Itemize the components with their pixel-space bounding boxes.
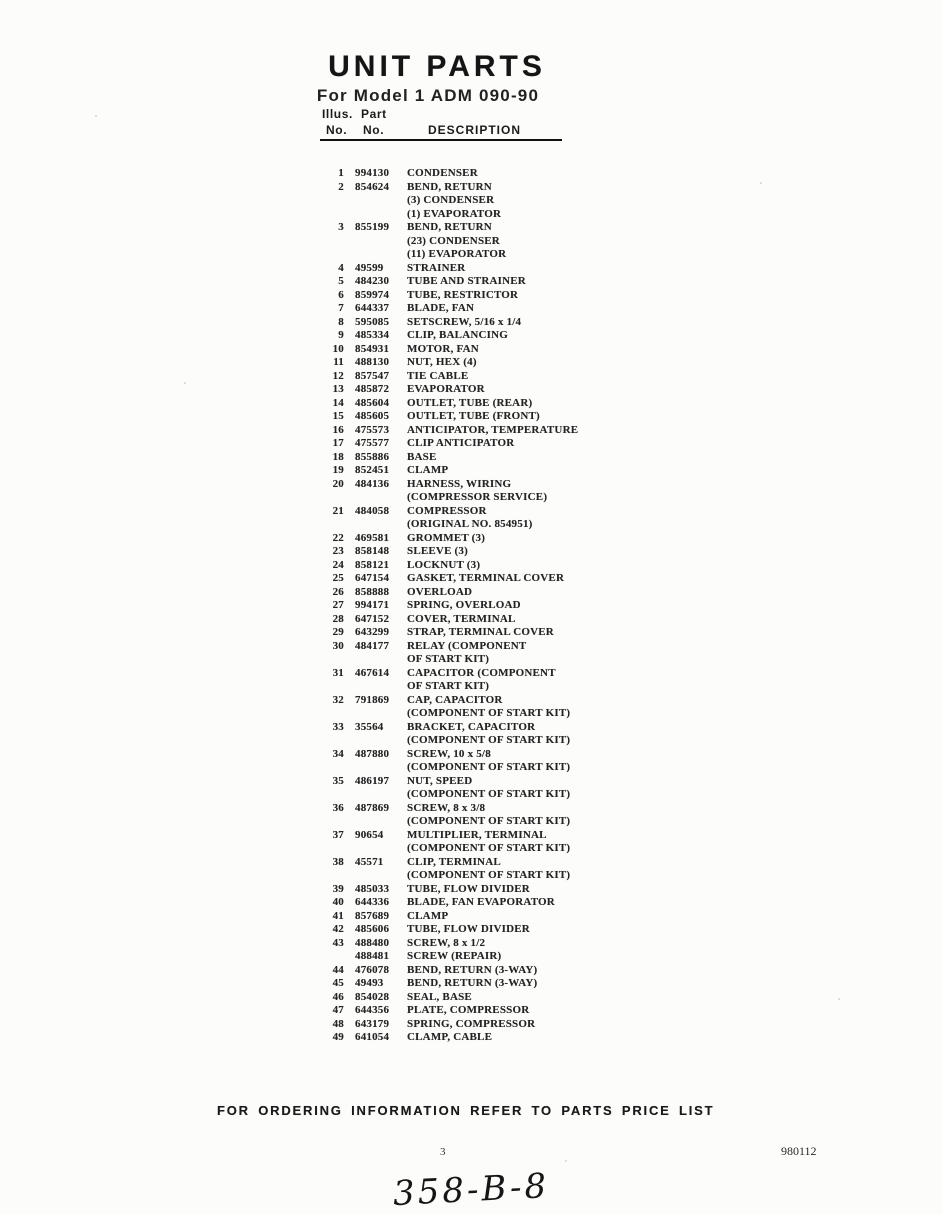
illus-no-cell: 2 bbox=[338, 180, 344, 193]
description-cell: COMPRESSOR bbox=[407, 504, 487, 517]
illus-no-cell: 9 bbox=[338, 329, 344, 341]
part-no-cell: 641054 bbox=[355, 1031, 390, 1043]
description-cell: (1) EVAPORATOR bbox=[407, 207, 502, 220]
part-row bbox=[318, 991, 678, 1005]
part-no-cell: 854624 bbox=[355, 180, 390, 193]
part-row-continuation bbox=[318, 235, 678, 249]
part-no-cell: 855886 bbox=[355, 450, 390, 463]
part-row-continuation bbox=[318, 815, 678, 829]
page-number: 3 bbox=[440, 1146, 446, 1158]
part-row-continuation bbox=[318, 248, 678, 262]
part-no-cell bbox=[355, 869, 407, 883]
part-row bbox=[318, 883, 678, 897]
part-no-cell: 485872 bbox=[355, 383, 390, 395]
part-row bbox=[318, 923, 678, 937]
part-row bbox=[318, 410, 678, 424]
part-row bbox=[318, 748, 678, 762]
description-cell: (ORIGINAL NO. 854951) bbox=[407, 518, 533, 530]
description-cell: (COMPONENT OF START KIT) bbox=[407, 842, 571, 854]
page-title: UNIT PARTS bbox=[328, 50, 546, 83]
part-row bbox=[318, 397, 678, 411]
part-row bbox=[318, 977, 678, 991]
description-cell: GROMMET (3) bbox=[407, 531, 486, 544]
illus-no-cell: 17 bbox=[332, 437, 344, 449]
handwritten-note: 358-B-8 bbox=[392, 1165, 551, 1214]
part-no-cell: 994130 bbox=[355, 167, 390, 179]
part-no-cell: 858121 bbox=[355, 558, 390, 571]
part-no-cell: 35564 bbox=[355, 720, 384, 733]
part-row-continuation bbox=[318, 208, 678, 222]
illus-no-cell: 5 bbox=[338, 275, 344, 287]
illus-no-cell: 14 bbox=[332, 396, 344, 409]
part-no-cell bbox=[355, 842, 407, 856]
description-cell: SCREW (REPAIR) bbox=[407, 950, 502, 962]
description-cell: SPRING, COMPRESSOR bbox=[407, 1017, 536, 1030]
illus-no-cell: 24 bbox=[332, 558, 344, 571]
part-row bbox=[318, 221, 678, 235]
illus-no-cell bbox=[318, 869, 344, 883]
part-no-cell: 484058 bbox=[355, 504, 390, 517]
description-cell: NUT, SPEED bbox=[407, 774, 473, 787]
part-no-cell: 485605 bbox=[355, 410, 390, 422]
illus-no-cell: 47 bbox=[332, 1004, 344, 1016]
description-cell: (COMPONENT OF START KIT) bbox=[407, 734, 571, 746]
part-row bbox=[318, 370, 678, 384]
description-cell: NUT, HEX (4) bbox=[407, 356, 477, 368]
illus-no-cell bbox=[318, 815, 344, 829]
illus-no-cell bbox=[318, 235, 344, 249]
part-no-cell: 488480 bbox=[355, 936, 390, 949]
description-cell: COVER, TERMINAL bbox=[407, 612, 516, 625]
illus-no-cell: 46 bbox=[332, 990, 344, 1003]
description-cell: (COMPONENT OF START KIT) bbox=[407, 869, 571, 881]
part-no-cell: 647152 bbox=[355, 612, 390, 625]
part-no-cell: 49493 bbox=[355, 977, 384, 989]
illus-no-cell: 28 bbox=[332, 612, 344, 625]
part-no-cell: 486197 bbox=[355, 774, 390, 787]
part-no-cell: 855199 bbox=[355, 221, 390, 233]
part-no-cell: 854028 bbox=[355, 990, 390, 1003]
part-row bbox=[318, 572, 678, 586]
part-no-cell bbox=[355, 194, 407, 208]
illus-no-cell: 1 bbox=[338, 167, 344, 179]
description-cell: CONDENSER bbox=[407, 167, 478, 179]
description-cell: (23) CONDENSER bbox=[407, 234, 500, 247]
part-no-cell: 484230 bbox=[355, 275, 390, 287]
part-no-cell: 485033 bbox=[355, 882, 390, 895]
illus-no-cell: 27 bbox=[332, 599, 344, 611]
description-cell: OUTLET, TUBE (FRONT) bbox=[407, 410, 540, 422]
illus-no-cell: 35 bbox=[332, 774, 344, 787]
part-row bbox=[318, 599, 678, 613]
part-no-cell: 644356 bbox=[355, 1004, 390, 1016]
part-row bbox=[318, 586, 678, 600]
part-no-cell: 467614 bbox=[355, 666, 390, 679]
description-cell: SCREW, 8 x 3/8 bbox=[407, 801, 486, 814]
illus-no-cell: 32 bbox=[332, 693, 344, 706]
part-row bbox=[318, 964, 678, 978]
part-row bbox=[318, 437, 678, 451]
description-cell: HARNESS, WIRING bbox=[407, 477, 512, 490]
illus-no-cell bbox=[318, 707, 344, 721]
scan-speckle bbox=[565, 1160, 567, 1162]
part-row-continuation bbox=[318, 518, 678, 532]
illus-no-cell: 25 bbox=[332, 572, 344, 584]
part-no-cell: 852451 bbox=[355, 464, 390, 476]
description-cell: PLATE, COMPRESSOR bbox=[407, 1004, 530, 1016]
column-header-illus: Illus. bbox=[322, 107, 353, 121]
part-row bbox=[318, 451, 678, 465]
description-cell: TIE CABLE bbox=[407, 369, 469, 382]
description-cell: CLAMP bbox=[407, 464, 449, 476]
part-no-cell: 857547 bbox=[355, 369, 390, 382]
part-no-cell bbox=[355, 248, 407, 262]
model-subtitle: For Model 1 ADM 090-90 bbox=[316, 86, 540, 105]
part-no-cell: 476078 bbox=[355, 963, 390, 976]
part-no-cell: 858148 bbox=[355, 545, 390, 557]
part-row bbox=[318, 559, 678, 573]
illus-no-cell: 16 bbox=[332, 423, 344, 436]
part-row bbox=[318, 181, 678, 195]
illus-no-cell: 26 bbox=[332, 585, 344, 598]
illus-no-cell: 31 bbox=[332, 666, 344, 679]
column-header-description: DESCRIPTION bbox=[428, 123, 522, 137]
illus-no-cell: 45 bbox=[332, 977, 344, 989]
illus-no-cell: 29 bbox=[332, 626, 344, 638]
illus-no-cell: 36 bbox=[332, 801, 344, 814]
illus-no-cell: 37 bbox=[332, 828, 344, 841]
illus-no-cell: 41 bbox=[332, 909, 344, 922]
part-row-continuation bbox=[318, 707, 678, 721]
part-row bbox=[318, 910, 678, 924]
illus-no-cell: 34 bbox=[332, 747, 344, 760]
scan-speckle bbox=[838, 998, 840, 1000]
description-cell: BASE bbox=[407, 450, 437, 463]
part-no-cell bbox=[355, 707, 407, 721]
part-row bbox=[318, 329, 678, 343]
description-cell: MULTIPLIER, TERMINAL bbox=[407, 828, 547, 841]
part-no-cell: 858888 bbox=[355, 585, 390, 598]
part-no-cell: 475577 bbox=[355, 437, 390, 449]
illus-no-cell: 12 bbox=[332, 369, 344, 382]
part-no-cell bbox=[355, 518, 407, 532]
part-no-cell bbox=[355, 653, 407, 667]
part-row bbox=[318, 262, 678, 276]
illus-no-cell: 15 bbox=[332, 410, 344, 422]
ordering-note: FOR ORDERING INFORMATION REFER TO PARTS PRICE LIST bbox=[217, 1103, 715, 1118]
part-no-cell bbox=[355, 815, 407, 829]
part-row-continuation bbox=[318, 734, 678, 748]
part-row bbox=[318, 640, 678, 654]
description-cell: BLADE, FAN EVAPORATOR bbox=[407, 896, 555, 908]
description-cell: CAP, CAPACITOR bbox=[407, 693, 503, 706]
illus-no-cell: 43 bbox=[332, 936, 344, 949]
illus-no-cell bbox=[318, 842, 344, 856]
illus-no-cell: 22 bbox=[332, 531, 344, 544]
part-no-cell: 643179 bbox=[355, 1017, 390, 1030]
illus-no-cell: 8 bbox=[338, 315, 344, 328]
part-row bbox=[318, 545, 678, 559]
part-no-cell: 791869 bbox=[355, 693, 390, 706]
part-row bbox=[318, 1018, 678, 1032]
illus-no-cell: 13 bbox=[332, 383, 344, 395]
illus-no-cell: 39 bbox=[332, 882, 344, 895]
part-row bbox=[318, 302, 678, 316]
description-cell: GASKET, TERMINAL COVER bbox=[407, 572, 565, 584]
description-cell: SLEEVE (3) bbox=[407, 545, 468, 557]
description-cell: TUBE, FLOW DIVIDER bbox=[407, 923, 530, 935]
part-no-cell: 859974 bbox=[355, 288, 390, 301]
description-cell: BLADE, FAN bbox=[407, 302, 475, 314]
illus-no-cell bbox=[318, 950, 344, 964]
part-row bbox=[318, 626, 678, 640]
illus-no-cell: 42 bbox=[332, 923, 344, 935]
description-cell: (COMPRESSOR SERVICE) bbox=[407, 491, 548, 503]
description-cell: CLIP, TERMINAL bbox=[407, 855, 501, 868]
description-cell: EVAPORATOR bbox=[407, 383, 485, 395]
part-row bbox=[318, 694, 678, 708]
part-no-cell: 475573 bbox=[355, 423, 390, 436]
part-no-cell bbox=[355, 235, 407, 249]
description-cell: RELAY (COMPONENT bbox=[407, 639, 527, 652]
part-no-cell: 484136 bbox=[355, 477, 390, 490]
illus-no-cell: 6 bbox=[338, 288, 344, 301]
part-no-cell: 643299 bbox=[355, 626, 390, 638]
description-cell: CLAMP, CABLE bbox=[407, 1031, 493, 1043]
illus-no-cell: 38 bbox=[332, 855, 344, 868]
part-row bbox=[318, 464, 678, 478]
part-no-cell: 644336 bbox=[355, 896, 390, 908]
part-row bbox=[318, 289, 678, 303]
illus-no-cell bbox=[318, 248, 344, 262]
description-cell: (3) CONDENSER bbox=[407, 194, 495, 206]
part-no-cell: 487869 bbox=[355, 801, 390, 814]
illus-no-cell: 20 bbox=[332, 477, 344, 490]
part-row bbox=[318, 275, 678, 289]
part-row bbox=[318, 775, 678, 789]
column-header-part-no: No. bbox=[363, 123, 385, 137]
illus-no-cell: 33 bbox=[332, 720, 344, 733]
part-no-cell bbox=[355, 788, 407, 802]
part-no-cell: 488130 bbox=[355, 356, 390, 368]
description-cell: BEND, RETURN (3-WAY) bbox=[407, 963, 538, 976]
part-no-cell: 45571 bbox=[355, 855, 384, 868]
illus-no-cell: 19 bbox=[332, 464, 344, 476]
part-no-cell bbox=[355, 680, 407, 694]
illus-no-cell: 10 bbox=[332, 342, 344, 355]
part-row bbox=[318, 1031, 678, 1045]
part-row bbox=[318, 613, 678, 627]
description-cell: OUTLET, TUBE (REAR) bbox=[407, 396, 533, 409]
illus-no-cell: 18 bbox=[332, 450, 344, 463]
part-no-cell bbox=[355, 761, 407, 775]
description-cell: TUBE, FLOW DIVIDER bbox=[407, 882, 530, 895]
illus-no-cell bbox=[318, 491, 344, 505]
part-no-cell bbox=[355, 491, 407, 505]
description-cell: CLIP ANTICIPATOR bbox=[407, 437, 515, 449]
part-no-cell: 49599 bbox=[355, 261, 384, 274]
description-cell: TUBE AND STRAINER bbox=[407, 275, 526, 287]
part-row bbox=[318, 424, 678, 438]
illus-no-cell: 21 bbox=[332, 504, 344, 517]
illus-no-cell: 4 bbox=[338, 261, 344, 274]
illus-no-cell bbox=[318, 788, 344, 802]
part-no-cell: 647154 bbox=[355, 572, 390, 584]
illus-no-cell: 3 bbox=[338, 221, 344, 233]
part-no-cell: 90654 bbox=[355, 828, 384, 841]
description-cell: SCREW, 8 x 1/2 bbox=[407, 936, 486, 949]
part-row bbox=[318, 950, 678, 964]
illus-no-cell bbox=[318, 761, 344, 775]
part-row bbox=[318, 1004, 678, 1018]
illus-no-cell: 44 bbox=[332, 963, 344, 976]
illus-no-cell bbox=[318, 208, 344, 222]
part-no-cell: 485604 bbox=[355, 396, 390, 409]
description-cell: OF START KIT) bbox=[407, 653, 490, 665]
part-row bbox=[318, 532, 678, 546]
description-cell: CLAMP bbox=[407, 909, 449, 922]
description-cell: BEND, RETURN bbox=[407, 180, 492, 193]
scan-speckle bbox=[95, 115, 97, 117]
part-no-cell: 854931 bbox=[355, 342, 390, 355]
description-cell: SETSCREW, 5/16 x 1/4 bbox=[407, 315, 522, 328]
part-row-continuation bbox=[318, 194, 678, 208]
part-row-continuation bbox=[318, 680, 678, 694]
part-row bbox=[318, 356, 678, 370]
part-no-cell: 595085 bbox=[355, 315, 390, 328]
part-no-cell: 644337 bbox=[355, 302, 390, 314]
description-cell: MOTOR, FAN bbox=[407, 342, 479, 355]
illus-no-cell: 30 bbox=[332, 639, 344, 652]
description-cell: SEAL, BASE bbox=[407, 990, 472, 1003]
description-cell: CLIP, BALANCING bbox=[407, 329, 509, 341]
description-cell: (COMPONENT OF START KIT) bbox=[407, 815, 571, 827]
scan-speckle bbox=[760, 182, 762, 184]
description-cell: OVERLOAD bbox=[407, 585, 473, 598]
part-row-continuation bbox=[318, 788, 678, 802]
column-header-part: Part bbox=[361, 107, 387, 121]
part-no-cell: 484177 bbox=[355, 639, 390, 652]
scan-speckle bbox=[184, 382, 186, 384]
description-cell: STRAINER bbox=[407, 261, 466, 274]
description-cell: BRACKET, CAPACITOR bbox=[407, 720, 536, 733]
description-cell: (COMPONENT OF START KIT) bbox=[407, 707, 571, 719]
illus-no-cell: 23 bbox=[332, 545, 344, 557]
description-cell: (COMPONENT OF START KIT) bbox=[407, 761, 571, 773]
description-cell: (11) EVAPORATOR bbox=[407, 248, 507, 260]
part-row bbox=[318, 856, 678, 870]
part-no-cell: 857689 bbox=[355, 909, 390, 922]
description-cell: OF START KIT) bbox=[407, 680, 490, 692]
description-cell: TUBE, RESTRICTOR bbox=[407, 288, 519, 301]
column-header-illus-no: No. bbox=[326, 123, 348, 137]
description-cell: BEND, RETURN bbox=[407, 221, 492, 233]
illus-no-cell bbox=[318, 518, 344, 532]
doc-code: 980112 bbox=[781, 1144, 817, 1158]
part-row bbox=[318, 667, 678, 681]
illus-no-cell: 40 bbox=[332, 896, 344, 908]
part-no-cell: 485606 bbox=[355, 923, 390, 935]
illus-no-cell: 11 bbox=[333, 356, 344, 368]
part-row bbox=[318, 478, 678, 492]
illus-no-cell bbox=[318, 194, 344, 208]
illus-no-cell bbox=[318, 653, 344, 667]
part-row bbox=[318, 937, 678, 951]
part-row bbox=[318, 316, 678, 330]
part-row bbox=[318, 896, 678, 910]
part-row-continuation bbox=[318, 653, 678, 667]
part-row bbox=[318, 505, 678, 519]
part-no-cell: 469581 bbox=[355, 531, 390, 544]
part-no-cell: 487880 bbox=[355, 747, 390, 760]
illus-no-cell bbox=[318, 734, 344, 748]
part-row bbox=[318, 721, 678, 735]
header-rule bbox=[320, 139, 562, 141]
description-cell: ANTICIPATOR, TEMPERATURE bbox=[407, 423, 579, 436]
description-cell: CAPACITOR (COMPONENT bbox=[407, 666, 556, 679]
part-row-continuation bbox=[318, 761, 678, 775]
part-row bbox=[318, 383, 678, 397]
part-no-cell bbox=[355, 734, 407, 748]
description-cell: STRAP, TERMINAL COVER bbox=[407, 626, 554, 638]
part-no-cell: 488481 bbox=[355, 950, 390, 962]
description-cell: SCREW, 10 x 5/8 bbox=[407, 747, 491, 760]
part-row-continuation bbox=[318, 869, 678, 883]
description-cell: (COMPONENT OF START KIT) bbox=[407, 788, 571, 800]
part-no-cell: 485334 bbox=[355, 329, 390, 341]
part-row-continuation bbox=[318, 842, 678, 856]
description-cell: SPRING, OVERLOAD bbox=[407, 599, 521, 611]
illus-no-cell: 48 bbox=[332, 1017, 344, 1030]
illus-no-cell: 49 bbox=[332, 1031, 344, 1043]
illus-no-cell: 7 bbox=[338, 302, 344, 314]
part-row bbox=[318, 829, 678, 843]
illus-no-cell bbox=[318, 680, 344, 694]
parts-list bbox=[318, 167, 678, 1045]
part-row-continuation bbox=[318, 491, 678, 505]
part-row bbox=[318, 167, 678, 181]
part-no-cell bbox=[355, 208, 407, 222]
part-row bbox=[318, 802, 678, 816]
part-row bbox=[318, 343, 678, 357]
description-cell: BEND, RETURN (3-WAY) bbox=[407, 977, 538, 989]
part-no-cell: 994171 bbox=[355, 599, 390, 611]
description-cell: LOCKNUT (3) bbox=[407, 558, 481, 571]
